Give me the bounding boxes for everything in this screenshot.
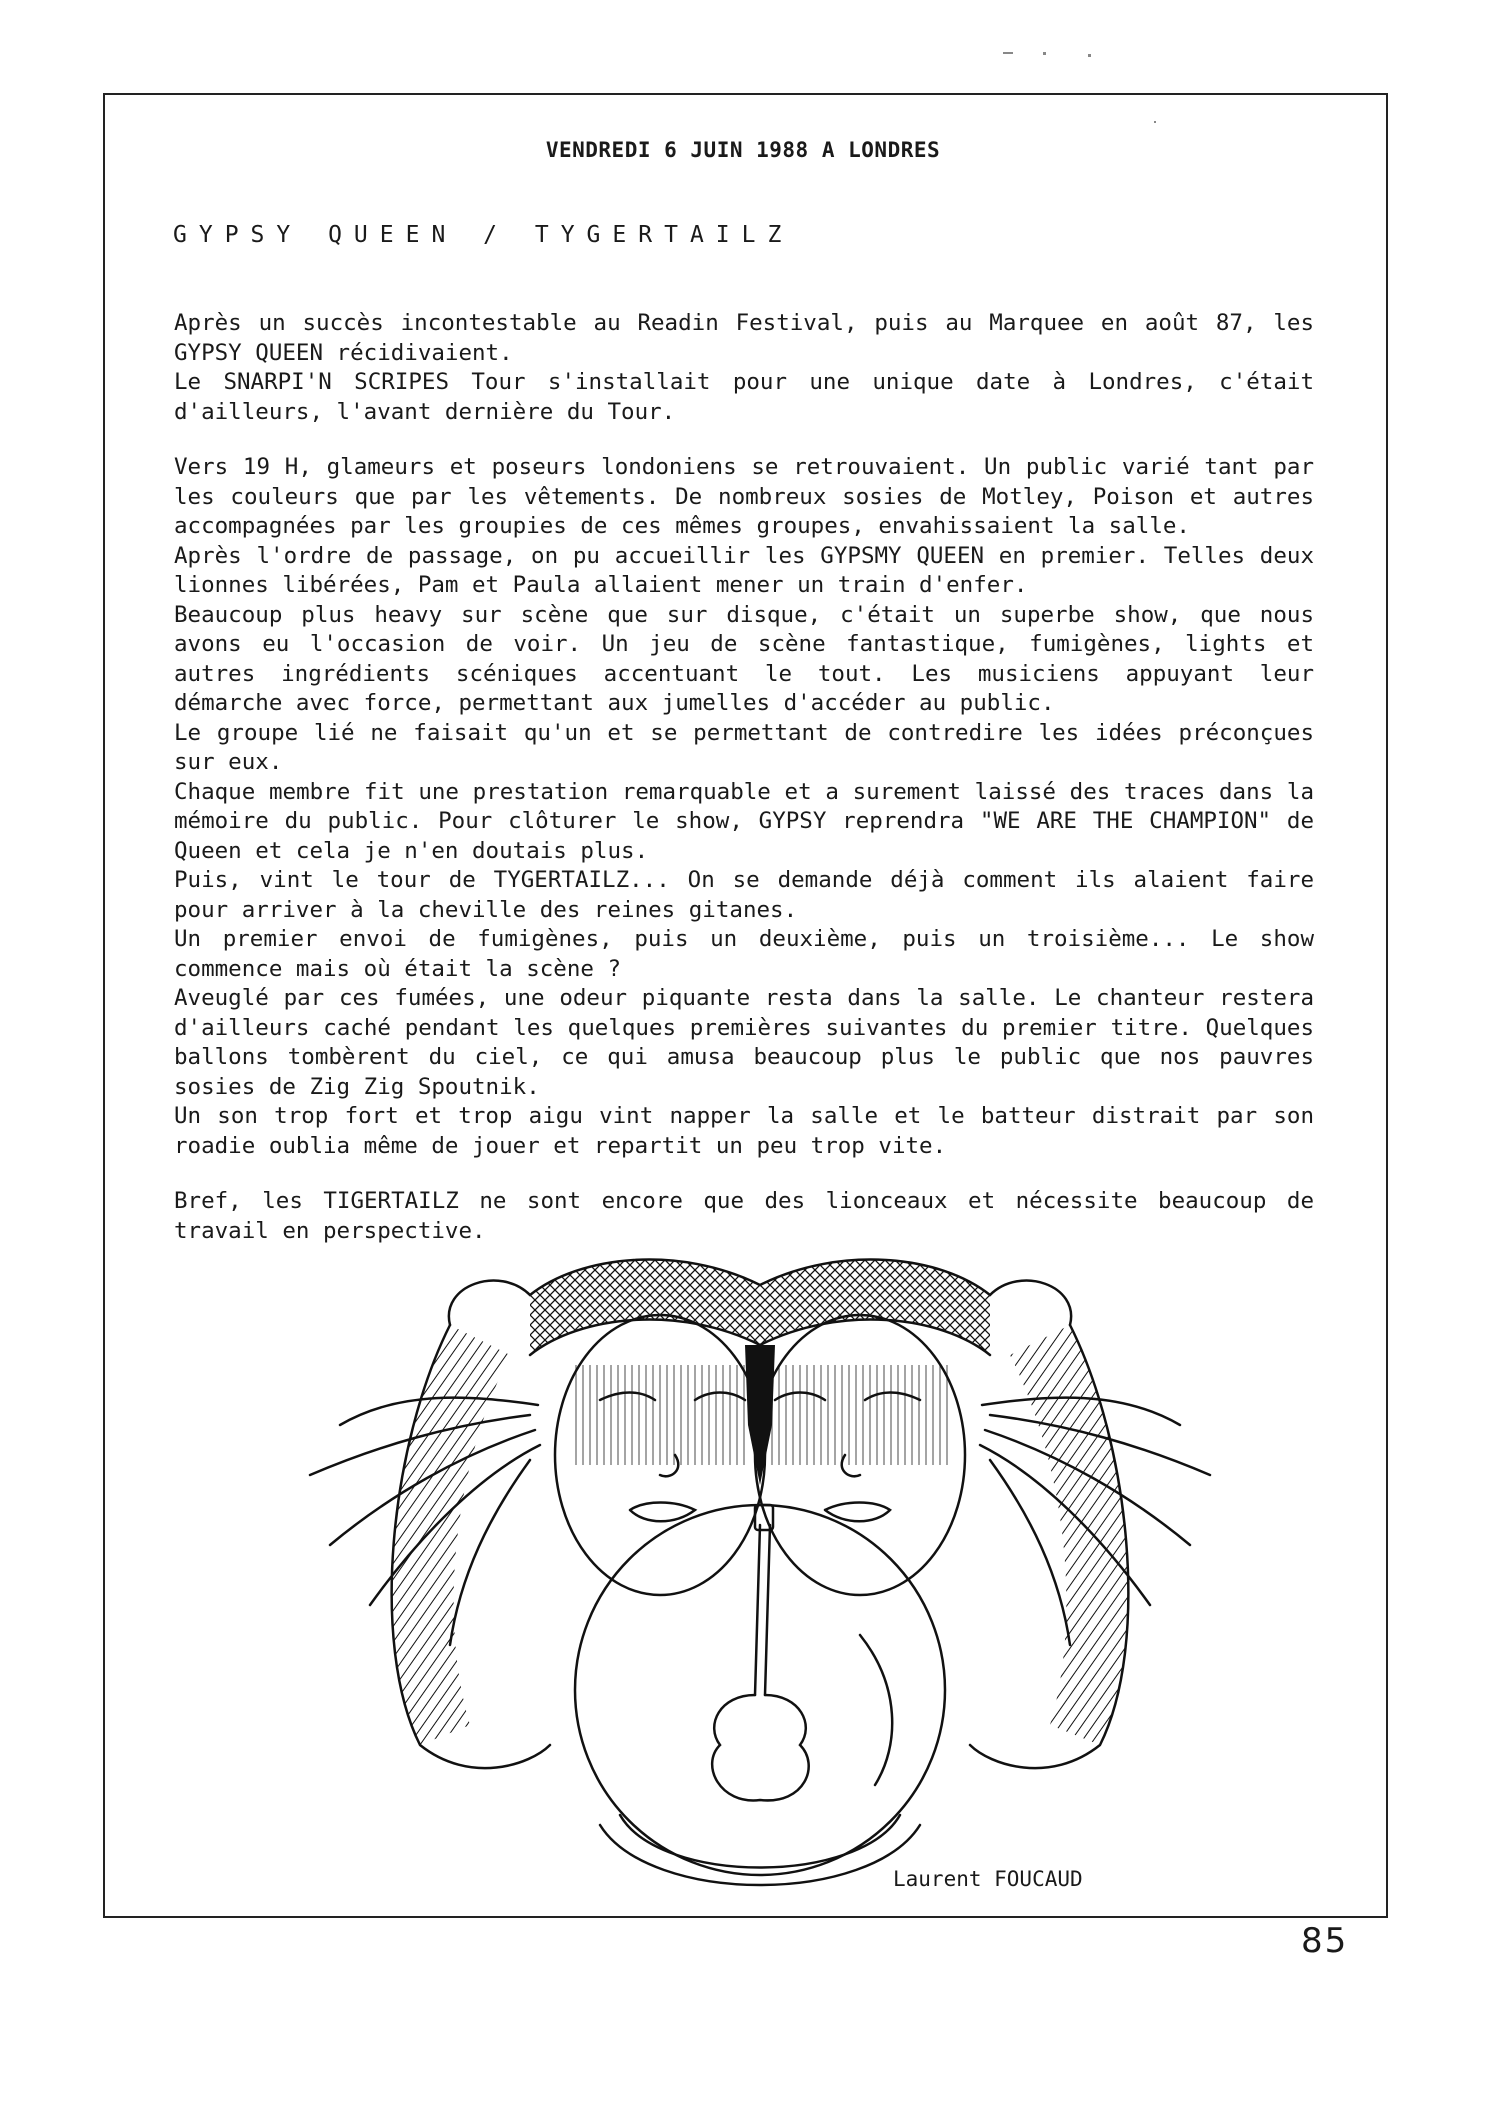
scan-speck [1088, 54, 1091, 57]
bands-title: GYPSY QUEEN / TYGERTAILZ [173, 222, 794, 248]
page-number: 85 [1301, 1921, 1349, 1961]
paragraph: Puis, vint le tour de TYGERTAILZ... On se demande déjà comment ils alaient faire pour arriver à la cheville des reines gitanes. [174, 867, 1314, 923]
paragraph: Un son trop fort et trop aigu vint napper la salle et le batteur distrait par son roadie oublia même de jouer et repartit un peu trop vite. [174, 1103, 1314, 1159]
paragraph: Après un succès incontestable au Readin Festival, puis au Marquee en août 87, les GYPSY QUEEN récidivaient. [174, 310, 1314, 366]
paragraph: Vers 19 H, glameurs et poseurs londoniens se retrouvaient. Un public varié tant par les couleurs que par les vêtements. De nombreux sosies de Motley, Poison et autres accompagnées par les groupies de ces mêmes groupes, envahissaient la salle. [174, 454, 1314, 539]
scan-speck [1154, 121, 1156, 123]
frame-bottom-rule [103, 1916, 1386, 1918]
paragraph: Le groupe lié ne faisait qu'un et se permettant de contredire les idées préconçues sur eux. [174, 719, 1314, 775]
paragraph: Chaque membre fit une prestation remarquable et a surement laissé des traces dans la mémoire du public. Pour clôturer le show, GYPSY reprendra "WE ARE THE CHAMPION" de Queen et cela je n'en doutais plus. [174, 778, 1314, 864]
paragraph: Beaucoup plus heavy sur scène que sur disque, c'était un superbe show, que nous avons eu l'occasion de voir. Un jeu de scène fantastique, fumigènes, lights et autres ingrédients scéniques accentuant le tout. Les musiciens appuyant leur démarche avec force, permettant aux jumelles d'accéder au public. [174, 601, 1314, 716]
author-signature: Laurent FOUCAUD [893, 1867, 1083, 1891]
paragraph: Après l'ordre de passage, on pu accueillir les GYPSMY QUEEN en premier. Telles deux lionnes libérées, Pam et Paula allaient mener un train d'enfer. [174, 542, 1314, 598]
twin-gypsy-queens-crystal-ball-illustration [300, 1225, 1220, 1890]
scan-speck [1043, 52, 1046, 55]
article-body [174, 309, 1314, 1246]
paragraph: Aveuglé par ces fumées, une odeur piquante resta dans la salle. Le chanteur restera d'ailleurs caché pendant les quelques premières suivantes du premier titre. Quelques ballons tombèrent du ciel, ce qui amusa beaucoup plus le public que nos pauvres sosies de Zig Zig Spoutnik. [174, 985, 1314, 1100]
paragraph: Le SNARPI'N SCRIPES Tour s'installait pour une unique date à Londres, c'était d'ailleurs, l'avant dernière du Tour. [174, 369, 1314, 425]
scan-speck [1003, 52, 1013, 54]
paragraph: Bref, les TIGERTAILZ ne sont encore que des lionceaux et nécessite beaucoup de travail en perspective. [174, 1188, 1314, 1244]
dateline-heading: VENDREDI 6 JUIN 1988 A LONDRES [545, 138, 941, 162]
paragraph: Un premier envoi de fumigènes, puis un deuxième, puis un troisième... Le show commence mais où était la scène ? [174, 926, 1314, 982]
